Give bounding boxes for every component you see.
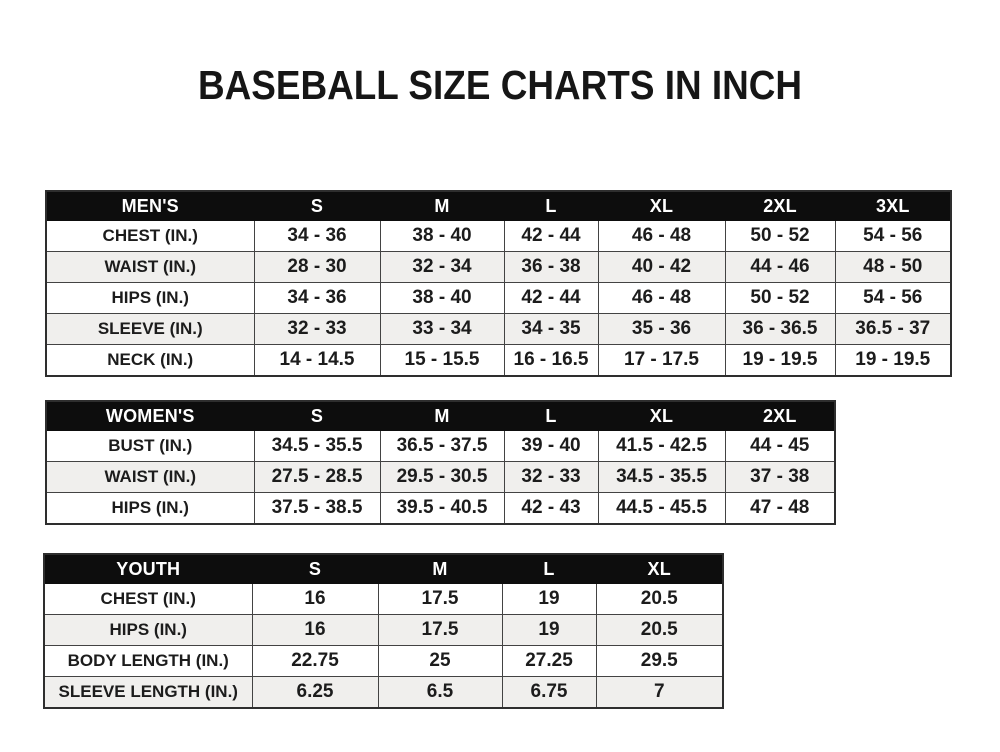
size-value: 6.5 bbox=[378, 677, 502, 709]
size-value: 6.25 bbox=[252, 677, 378, 709]
size-value: 42 - 43 bbox=[504, 493, 598, 525]
header-row bbox=[44, 554, 723, 584]
column-header: XL bbox=[598, 401, 725, 431]
column-header: 2XL bbox=[725, 401, 835, 431]
column-header: L bbox=[504, 401, 598, 431]
column-header: 3XL bbox=[835, 191, 951, 221]
size-value: 6.75 bbox=[502, 677, 596, 709]
table-row bbox=[46, 462, 835, 493]
size-value: 17.5 bbox=[378, 615, 502, 646]
size-value: 41.5 - 42.5 bbox=[598, 431, 725, 462]
table-row bbox=[46, 431, 835, 462]
size-value: 34.5 - 35.5 bbox=[598, 462, 725, 493]
size-value: 33 - 34 bbox=[380, 314, 504, 345]
table-row bbox=[44, 677, 723, 709]
size-value: 27.5 - 28.5 bbox=[254, 462, 380, 493]
table-row bbox=[46, 221, 951, 252]
size-value: 54 - 56 bbox=[835, 283, 951, 314]
size-value: 19 - 19.5 bbox=[835, 345, 951, 377]
size-value: 37.5 - 38.5 bbox=[254, 493, 380, 525]
size-value: 38 - 40 bbox=[380, 283, 504, 314]
size-value: 46 - 48 bbox=[598, 283, 725, 314]
size-value: 38 - 40 bbox=[380, 221, 504, 252]
row-label: HIPS (IN.) bbox=[44, 615, 252, 646]
column-header: XL bbox=[596, 554, 723, 584]
table-row bbox=[44, 584, 723, 615]
size-value: 16 bbox=[252, 615, 378, 646]
header-row bbox=[46, 401, 835, 431]
size-value: 20.5 bbox=[596, 615, 723, 646]
youth-size-table bbox=[43, 553, 724, 709]
size-value: 22.75 bbox=[252, 646, 378, 677]
size-value: 17.5 bbox=[378, 584, 502, 615]
table-row bbox=[44, 615, 723, 646]
row-label: WAIST (IN.) bbox=[46, 462, 254, 493]
size-value: 50 - 52 bbox=[725, 283, 835, 314]
size-value: 47 - 48 bbox=[725, 493, 835, 525]
size-value: 17 - 17.5 bbox=[598, 345, 725, 377]
size-value: 29.5 - 30.5 bbox=[380, 462, 504, 493]
size-value: 35 - 36 bbox=[598, 314, 725, 345]
column-header: L bbox=[504, 191, 598, 221]
size-value: 44 - 46 bbox=[725, 252, 835, 283]
size-value: 14 - 14.5 bbox=[254, 345, 380, 377]
size-value: 36 - 38 bbox=[504, 252, 598, 283]
size-value: 44 - 45 bbox=[725, 431, 835, 462]
size-value: 46 - 48 bbox=[598, 221, 725, 252]
table-group-header: YOUTH bbox=[44, 554, 252, 584]
column-header: S bbox=[254, 191, 380, 221]
row-label: HIPS (IN.) bbox=[46, 283, 254, 314]
size-value: 19 bbox=[502, 584, 596, 615]
column-header: M bbox=[380, 401, 504, 431]
row-label: BUST (IN.) bbox=[46, 431, 254, 462]
size-value: 36.5 - 37.5 bbox=[380, 431, 504, 462]
size-value: 32 - 33 bbox=[254, 314, 380, 345]
size-value: 28 - 30 bbox=[254, 252, 380, 283]
size-value: 48 - 50 bbox=[835, 252, 951, 283]
column-header: L bbox=[502, 554, 596, 584]
row-label: SLEEVE LENGTH (IN.) bbox=[44, 677, 252, 709]
mens-size-table bbox=[45, 190, 952, 377]
size-value: 32 - 34 bbox=[380, 252, 504, 283]
size-value: 32 - 33 bbox=[504, 462, 598, 493]
table-row bbox=[46, 314, 951, 345]
size-value: 50 - 52 bbox=[725, 221, 835, 252]
row-label: BODY LENGTH (IN.) bbox=[44, 646, 252, 677]
row-label: WAIST (IN.) bbox=[46, 252, 254, 283]
table-row bbox=[46, 345, 951, 377]
table-group-header: WOMEN'S bbox=[46, 401, 254, 431]
column-header: M bbox=[378, 554, 502, 584]
size-value: 25 bbox=[378, 646, 502, 677]
size-value: 34.5 - 35.5 bbox=[254, 431, 380, 462]
size-value: 29.5 bbox=[596, 646, 723, 677]
size-value: 36 - 36.5 bbox=[725, 314, 835, 345]
table-row bbox=[46, 283, 951, 314]
size-value: 40 - 42 bbox=[598, 252, 725, 283]
size-value: 19 - 19.5 bbox=[725, 345, 835, 377]
size-value: 37 - 38 bbox=[725, 462, 835, 493]
size-value: 16 - 16.5 bbox=[504, 345, 598, 377]
row-label: CHEST (IN.) bbox=[46, 221, 254, 252]
row-label: NECK (IN.) bbox=[46, 345, 254, 377]
size-value: 34 - 35 bbox=[504, 314, 598, 345]
page-title: BASEBALL SIZE CHARTS IN INCH bbox=[197, 62, 803, 108]
size-value: 42 - 44 bbox=[504, 283, 598, 314]
column-header: XL bbox=[598, 191, 725, 221]
size-value: 36.5 - 37 bbox=[835, 314, 951, 345]
row-label: HIPS (IN.) bbox=[46, 493, 254, 525]
size-value: 44.5 - 45.5 bbox=[598, 493, 725, 525]
column-header: S bbox=[254, 401, 380, 431]
size-value: 34 - 36 bbox=[254, 283, 380, 314]
size-value: 15 - 15.5 bbox=[380, 345, 504, 377]
womens-size-table bbox=[45, 400, 836, 525]
column-header: S bbox=[252, 554, 378, 584]
size-value: 34 - 36 bbox=[254, 221, 380, 252]
size-value: 19 bbox=[502, 615, 596, 646]
column-header: M bbox=[380, 191, 504, 221]
header-row bbox=[46, 191, 951, 221]
table-row bbox=[46, 252, 951, 283]
row-label: CHEST (IN.) bbox=[44, 584, 252, 615]
table-row bbox=[46, 493, 835, 525]
table-group-header: MEN'S bbox=[46, 191, 254, 221]
column-header: 2XL bbox=[725, 191, 835, 221]
size-value: 27.25 bbox=[502, 646, 596, 677]
row-label: SLEEVE (IN.) bbox=[46, 314, 254, 345]
table-row bbox=[44, 646, 723, 677]
size-value: 20.5 bbox=[596, 584, 723, 615]
size-value: 42 - 44 bbox=[504, 221, 598, 252]
size-value: 39.5 - 40.5 bbox=[380, 493, 504, 525]
size-value: 16 bbox=[252, 584, 378, 615]
size-value: 7 bbox=[596, 677, 723, 709]
size-value: 54 - 56 bbox=[835, 221, 951, 252]
size-value: 39 - 40 bbox=[504, 431, 598, 462]
